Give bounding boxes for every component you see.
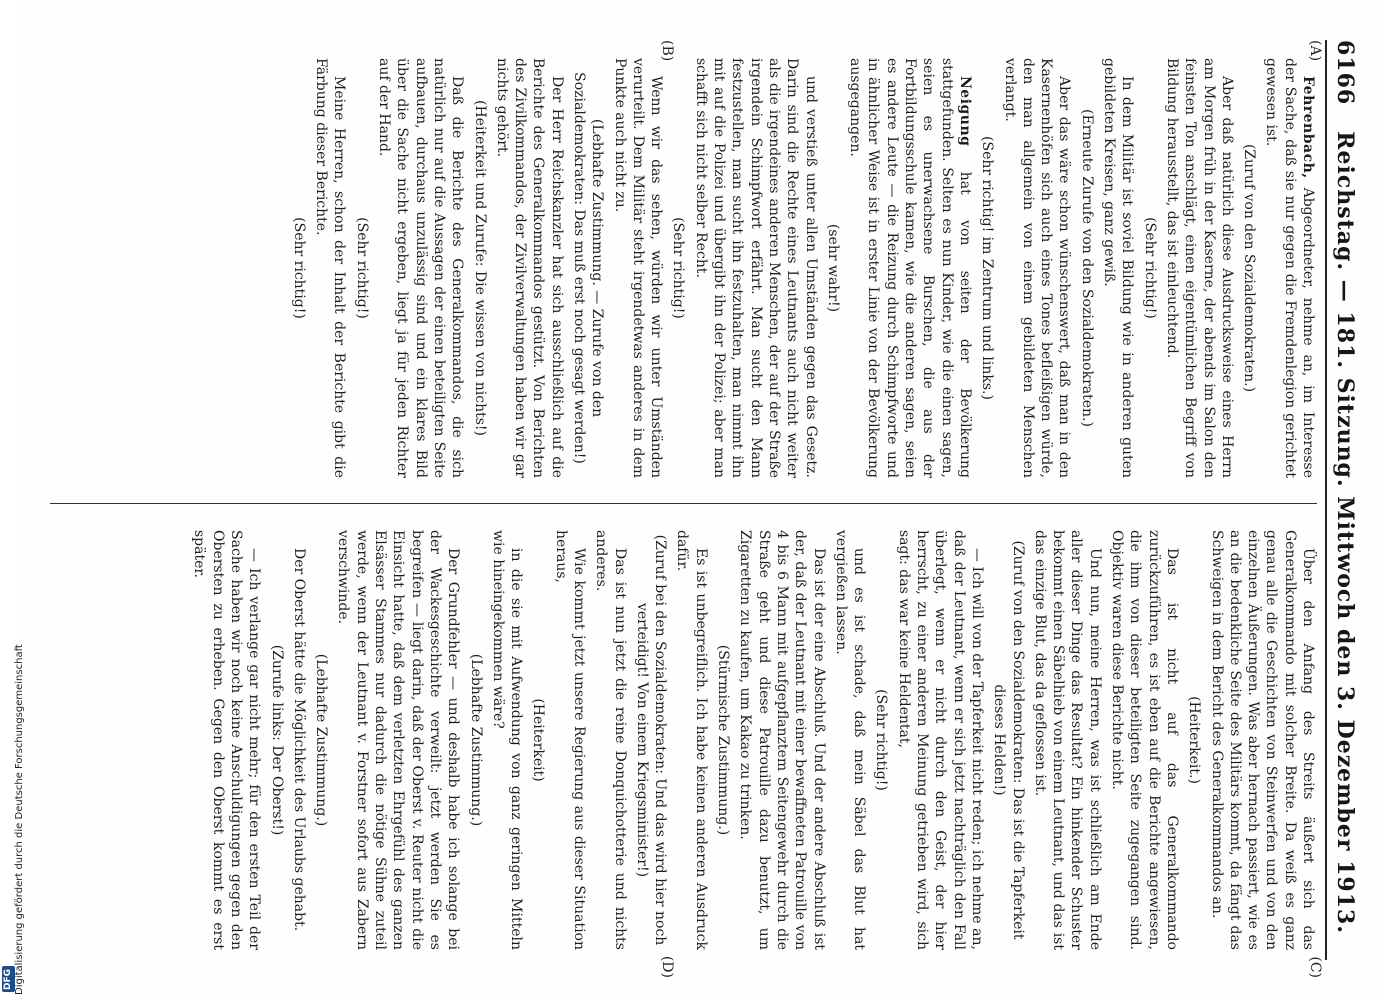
paragraph bbox=[290, 530, 308, 950]
paragraph-text: Der Oberst hätte die Möglichkeit des Urlaubs gehabt. bbox=[290, 548, 307, 932]
column-marker-a: (A) bbox=[1307, 40, 1323, 62]
paragraph bbox=[489, 530, 526, 950]
paragraph bbox=[1031, 530, 1104, 950]
digitization-credit bbox=[0, 0, 25, 1000]
paragraph-text: (Lebhafte Zustimmung. — Zurufe von den Sozialdemokraten: Das muß erst noch gesagt werden!) bbox=[571, 72, 606, 464]
paragraph bbox=[832, 530, 869, 950]
interjection bbox=[290, 58, 308, 478]
paragraph-text: Daß die Berichte des Generalkommandos, die sich natürlich nur auf die Aussagen der einen beteiligten Seite aufbauen, durchaus unzulässig sind und ein klares Bild über die Sache nicht ergeben, liegt ja für jeden Richter auf der Hand. bbox=[376, 58, 466, 478]
paragraph-text: Das ist nicht auf das Generalkommando zurückzuführen, es ist eben auf die Berichte angewiesen, die ihm von dieser beteiligten Seite zugegangen sind. Objektiv waren diese Berichte nicht. bbox=[1109, 530, 1180, 950]
interjection bbox=[990, 530, 1027, 950]
paragraph bbox=[1207, 530, 1317, 950]
paragraph-text: (Lebhafte Zustimmung.) bbox=[467, 653, 484, 827]
paragraph bbox=[1000, 58, 1073, 478]
paragraph-text: (Zuruf von den Sozialdemokraten: Das ist die Tapferkeit dieses Helden!) bbox=[991, 540, 1026, 940]
paragraph-text: (Sehr richtig!) bbox=[353, 217, 370, 319]
paragraph-text: hat von seiten der Bevölkerung stattgefunden. Selten es nun Kinder, wie die einen sagen, seien es unerwachsene Burschen, die aus der Fortbildungsschule kamen, wie die anderen sagen, seien es andere Leute — die Reizung durch Schimpfworte und in ähnlicher Weise ist in erster Linie von der Bevölkerung ausgegangen. bbox=[847, 58, 973, 478]
paragraph-text: (Sehr richtig!) bbox=[1141, 217, 1158, 319]
interjection bbox=[529, 530, 547, 950]
paragraph-text: — Ich verlange gar nicht mehr; für den ersten Teil der Sache haben wir noch keine Anschuldigungen gegen den Obersten zu erheben. Gegen den Oberst kommt es erst später. bbox=[191, 530, 263, 950]
paragraph bbox=[610, 58, 665, 478]
paragraph-text: (Sehr richtig! im Zentrum und links.) bbox=[979, 136, 996, 400]
paragraph bbox=[673, 530, 710, 950]
paragraph-text: (Zuruf von den Sozialdemokraten.) bbox=[1241, 143, 1258, 393]
interjection bbox=[352, 58, 370, 478]
paragraph-text: Das ist der eine Abschluß. Und der andere Abschluß ist der, daß der Leutnant mit einer bewaffneten Patrouille von 4 bis 6 Mann mit aufgepflanztem Seitengewehr durch die Straße geht und diese Patrouille dazu benutzt, um Zigaretten zu kaufen, um Kakao zu trinken. bbox=[737, 530, 827, 950]
paragraph-text: (Sehr richtig!) bbox=[873, 689, 890, 791]
paragraph bbox=[1262, 58, 1317, 478]
paragraph bbox=[1163, 58, 1236, 478]
interjection bbox=[714, 530, 732, 950]
paragraph bbox=[312, 58, 349, 478]
interjection bbox=[669, 58, 687, 478]
interjection bbox=[633, 530, 670, 950]
paragraph-text: Es ist unbegreiflich. Ich habe keinen anderen Ausdruck dafür. bbox=[674, 530, 709, 950]
paragraph-text: Der Herr Reichskanzler hat sich ausschließlich auf die Berichte des Generalkommandos gestützt. Von Berichten des Zivilkommandos, der Zivilverwaltungen haben wir gar nichts gehört. bbox=[493, 58, 565, 478]
interjection bbox=[466, 530, 484, 950]
paragraph-text: (Stürmische Zustimmung.) bbox=[715, 644, 732, 836]
paragraph-text: (Lebhafte Zustimmung.) bbox=[313, 653, 330, 827]
paragraph-text: (Erneute Zurufe von den Sozialdemokraten.) bbox=[1078, 109, 1095, 427]
paragraph-text: (Heiterkeit) bbox=[530, 698, 547, 782]
column-marker-b: (B) bbox=[659, 40, 675, 62]
paragraph bbox=[551, 530, 588, 950]
paragraph-text: Das ist nun jetzt die reine Donquichotterie und nichts anderes. bbox=[593, 530, 628, 950]
paragraph bbox=[1100, 58, 1137, 478]
paragraph bbox=[334, 530, 462, 950]
paragraph-text: (Heiterkeit.) bbox=[1186, 696, 1203, 784]
column-marker-c: (C) bbox=[1307, 956, 1323, 978]
paragraph-text: Abgeordneter, nehme an, im Interesse der Sache, daß sie nur gegen die Fremdenlegion gerichtet gewesen ist. bbox=[1263, 58, 1316, 478]
paragraph-text: In dem Militär ist soviel Bildung wie in anderen guten gebildeten Kreisen, ganz gewiß. bbox=[1101, 58, 1136, 478]
right-column bbox=[50, 530, 1317, 950]
interjection bbox=[824, 58, 842, 478]
paragraph-text: Der Grundfehler — und deshalb habe ich solange bei der Wackesgeschichte verweilt: jetzt werden Sie es begreifen — liegt darin, daß der Oberst v. Reuter nicht die Einsicht hatte, daß dem verletzten Ehrgefühl des ganzen Elsässer Stammes nur dadurch die nötige Sühne zuteil werde, wenn der Leutnant v. Forstner sofort aus Zabern verschwinde. bbox=[335, 530, 462, 950]
paragraph-text: Und nun, meine Herren, was ist schließlich am Ende aller dieser Dinge das Resultat? Ein hinkender Schuster bekommt einen Säbelhieb von einem Leutnant, und das ist das einzige Blut, das da geflossen ist. bbox=[1031, 530, 1103, 950]
paragraph-text: und verstieß unter allen Umständen gegen das Gesetz. Darin sind die Rechte eines Leutnants auch nicht weiter als die irgendeines anderen Menschen, der auf der Straße irgendein Schimpfwort erfährt. Man sucht den Mann festzustellen, man sucht ihn festzuhalten, man nimmt ihn mit auf die Polizei und übergibt ihn der Polizei; aber man schafft sich nicht selber Recht. bbox=[692, 58, 819, 478]
credit-text: Digitalisierung gefördert durch die Deutsche Forschungsgemeinschaft bbox=[14, 644, 25, 995]
paragraph bbox=[692, 58, 820, 478]
interjection bbox=[570, 58, 607, 478]
paragraph bbox=[1108, 530, 1181, 950]
interjection bbox=[1140, 58, 1158, 478]
page-number: 6166 bbox=[1332, 40, 1358, 106]
paragraph-text: (sehr wahr!) bbox=[824, 223, 841, 313]
interjection bbox=[1185, 530, 1203, 950]
paragraph bbox=[592, 530, 629, 950]
paragraph-text: Wie kommt jetzt unsere Regierung aus dieser Situation heraus, bbox=[552, 530, 588, 950]
paragraph-text: — Ich will von der Tapferkeit nicht reden; ich nehme an, daß der Leutnant, wenn er sich jetzt nachträglich den Fall überlegt, wenn er nicht durch den Geist, der hier herrscht, zu einer anderen Meinung getrieben wird, sich sagt: das war keine Heldentat, bbox=[895, 530, 985, 950]
interjection bbox=[1240, 58, 1258, 478]
paragraph-text: (Heiterkeit und Zurufe: Die wissen von nichts!) bbox=[471, 100, 488, 436]
paragraph bbox=[493, 58, 566, 478]
left-column bbox=[50, 58, 1317, 478]
interjection bbox=[267, 530, 285, 950]
page-header bbox=[1325, 40, 1363, 960]
paragraph bbox=[846, 58, 974, 478]
interjection bbox=[1077, 58, 1095, 478]
paragraph-text: (Sehr richtig!) bbox=[290, 217, 307, 319]
paragraph bbox=[375, 58, 466, 478]
paragraph-text: (Sehr richtig!) bbox=[670, 217, 687, 319]
dfg-logo-text: DFG bbox=[3, 968, 13, 990]
paragraph-text: und es ist schade, daß mein Säbel das Blut hat vergießen lassen. bbox=[832, 530, 868, 950]
column-divider bbox=[50, 503, 1317, 504]
interjection bbox=[312, 530, 330, 950]
emphasis-text: Fehrenbach, bbox=[1300, 76, 1316, 179]
interjection bbox=[978, 58, 996, 478]
paragraph-text: Aber das wäre schon wünschenswert, daß man in den Kasernenhöfen sich auch eines Tones befleißigen würde, den man allgemein von einem gebildeten Menschen verlangt. bbox=[1001, 58, 1073, 478]
interjection bbox=[470, 58, 488, 478]
interjection bbox=[872, 530, 890, 950]
emphasis-text: Neigung bbox=[956, 76, 973, 147]
paragraph bbox=[894, 530, 985, 950]
paragraph bbox=[736, 530, 827, 950]
paragraph-text: (Zuruf bei den Sozialdemokraten: Und das wird hier noch verteidigt! Von einem Kriegsminister!) bbox=[633, 534, 669, 946]
paragraph-text: Meine Herren, schon der Inhalt der Berichte gibt die Färbung dieser Berichte. bbox=[313, 58, 348, 478]
paragraph-text: Wenn wir das sehen, würden wir unter Umständen verurteilt. Dem Militär steht irgendetwas anderes in dem Punkte auch nicht zu. bbox=[611, 58, 665, 478]
paragraph-text: Aber daß natürlich diese Ausdrucksweise eines Herrn am Morgen früh in der Kaserne, der abends im Salon den feinsten Ton anschlägt, einen eigentümlichen Begriff von Bildung herausstellt, das ist einleuchtend. bbox=[1163, 58, 1235, 478]
paragraph-text: in die sie mit Aufwendung von ganz geringen Mitteln wie hineingekommen wäre? bbox=[489, 530, 525, 950]
paragraph-text: Über den Anfang des Streits äußert sich das Generalkommando mit solcher Breite. Da weiß es ganz genau alle die Geschichten von Steinwerfen und von den einzelnen Äußerungen. Was aber hernach passiert, wie es an die bedenkliche Seite des Militärs kommt, da fängt das Schweigen in dem Bericht des Generalkommandos an. bbox=[1208, 530, 1316, 950]
paragraph bbox=[190, 530, 263, 950]
paragraph-text: (Zurufe links: Der Oberst!) bbox=[268, 644, 285, 836]
column-marker-d: (D) bbox=[659, 955, 675, 978]
page-title: Reichstag. — 181. Sitzung. Mittwoch den 3. Dezember 1913. bbox=[1332, 131, 1358, 934]
